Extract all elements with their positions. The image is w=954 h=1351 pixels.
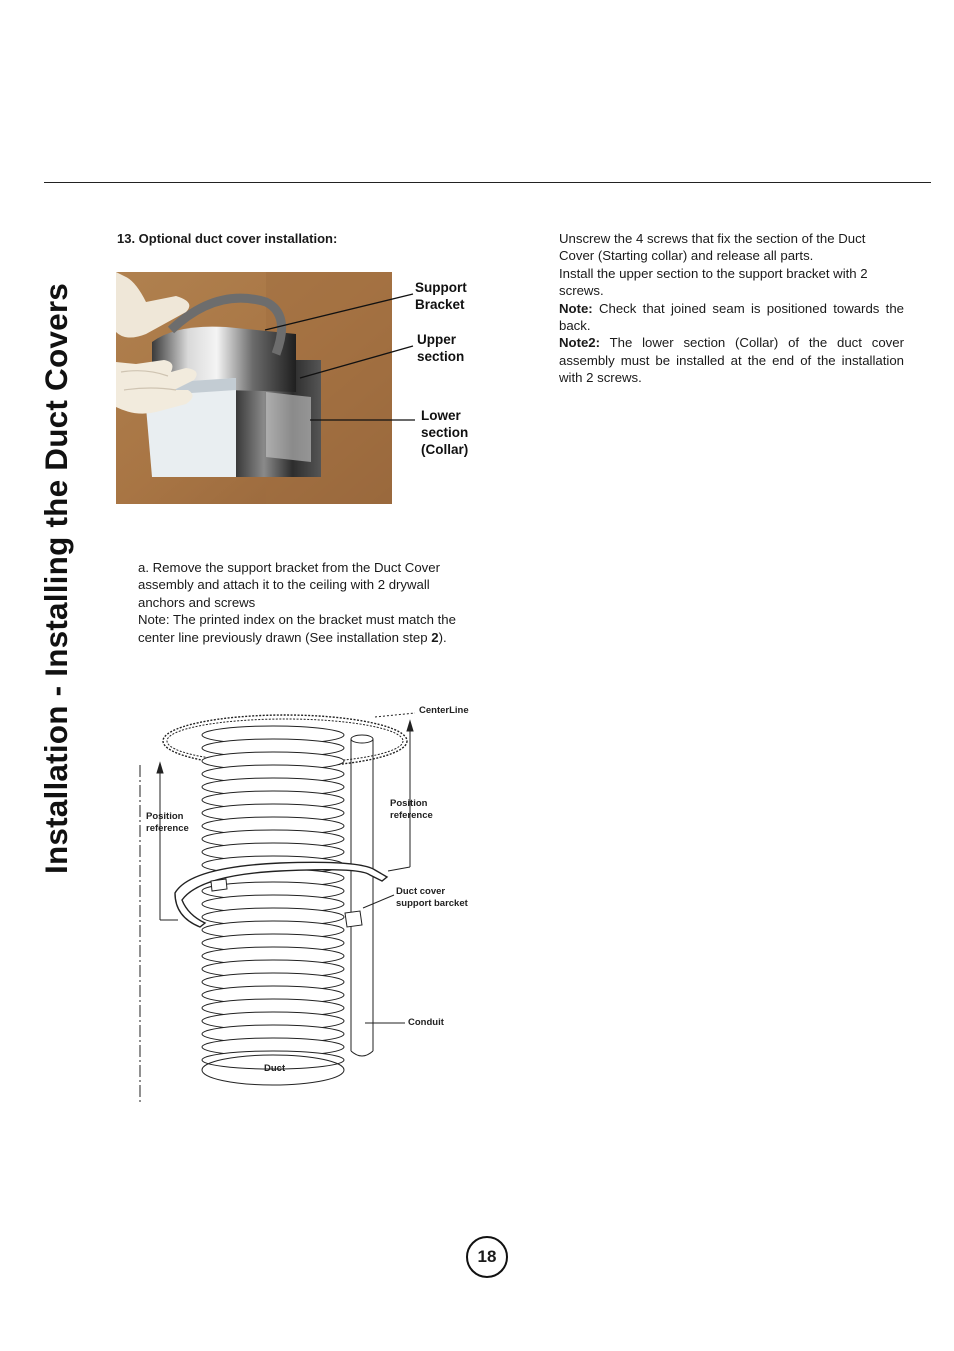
position-reference-right-label: Position reference <box>390 798 433 821</box>
step-title: 13. Optional duct cover installation: <box>117 231 338 246</box>
position-reference-left-label: Position reference <box>146 811 189 834</box>
lower-section-label: Lower section (Collar) <box>421 408 469 457</box>
duct-label: Duct <box>264 1063 286 1074</box>
unscrew-instruction: Unscrew the 4 screws that fix the section of the Duct Cover (Starting collar) and release all parts. <box>559 231 866 264</box>
conduit-label: Conduit <box>408 1017 444 1028</box>
page-number: 18 <box>466 1236 508 1278</box>
step-a-note: Note: The printed index on the bracket must match the center line previously drawn (See installation step 2). <box>138 612 456 645</box>
step-a-text <box>138 559 478 646</box>
install-upper-instruction: Install the upper section to the support bracket with 2 screws. <box>559 265 868 299</box>
note-2: Note2: The lower section (Collar) of the duct cover assembly must be installed at the end of the installation with 2 screws. <box>559 335 904 386</box>
step-a-instruction: a. Remove the support bracket from the Duct Cover assembly and attach it to the ceiling with 2 drywall anchors and screws <box>138 560 440 610</box>
note-1: Note: Check that joined seam is positioned towards the back. <box>559 300 904 334</box>
section-side-title: Installation - Installing the Duct Covers <box>38 282 74 874</box>
support-bracket-diagram-label: Duct cover support barcket <box>396 886 468 909</box>
centerline-label: CenterLine <box>419 705 469 716</box>
upper-section-label: Upper section <box>417 332 465 364</box>
support-bracket-label: Support Bracket <box>415 280 467 312</box>
right-column-text <box>559 230 904 387</box>
